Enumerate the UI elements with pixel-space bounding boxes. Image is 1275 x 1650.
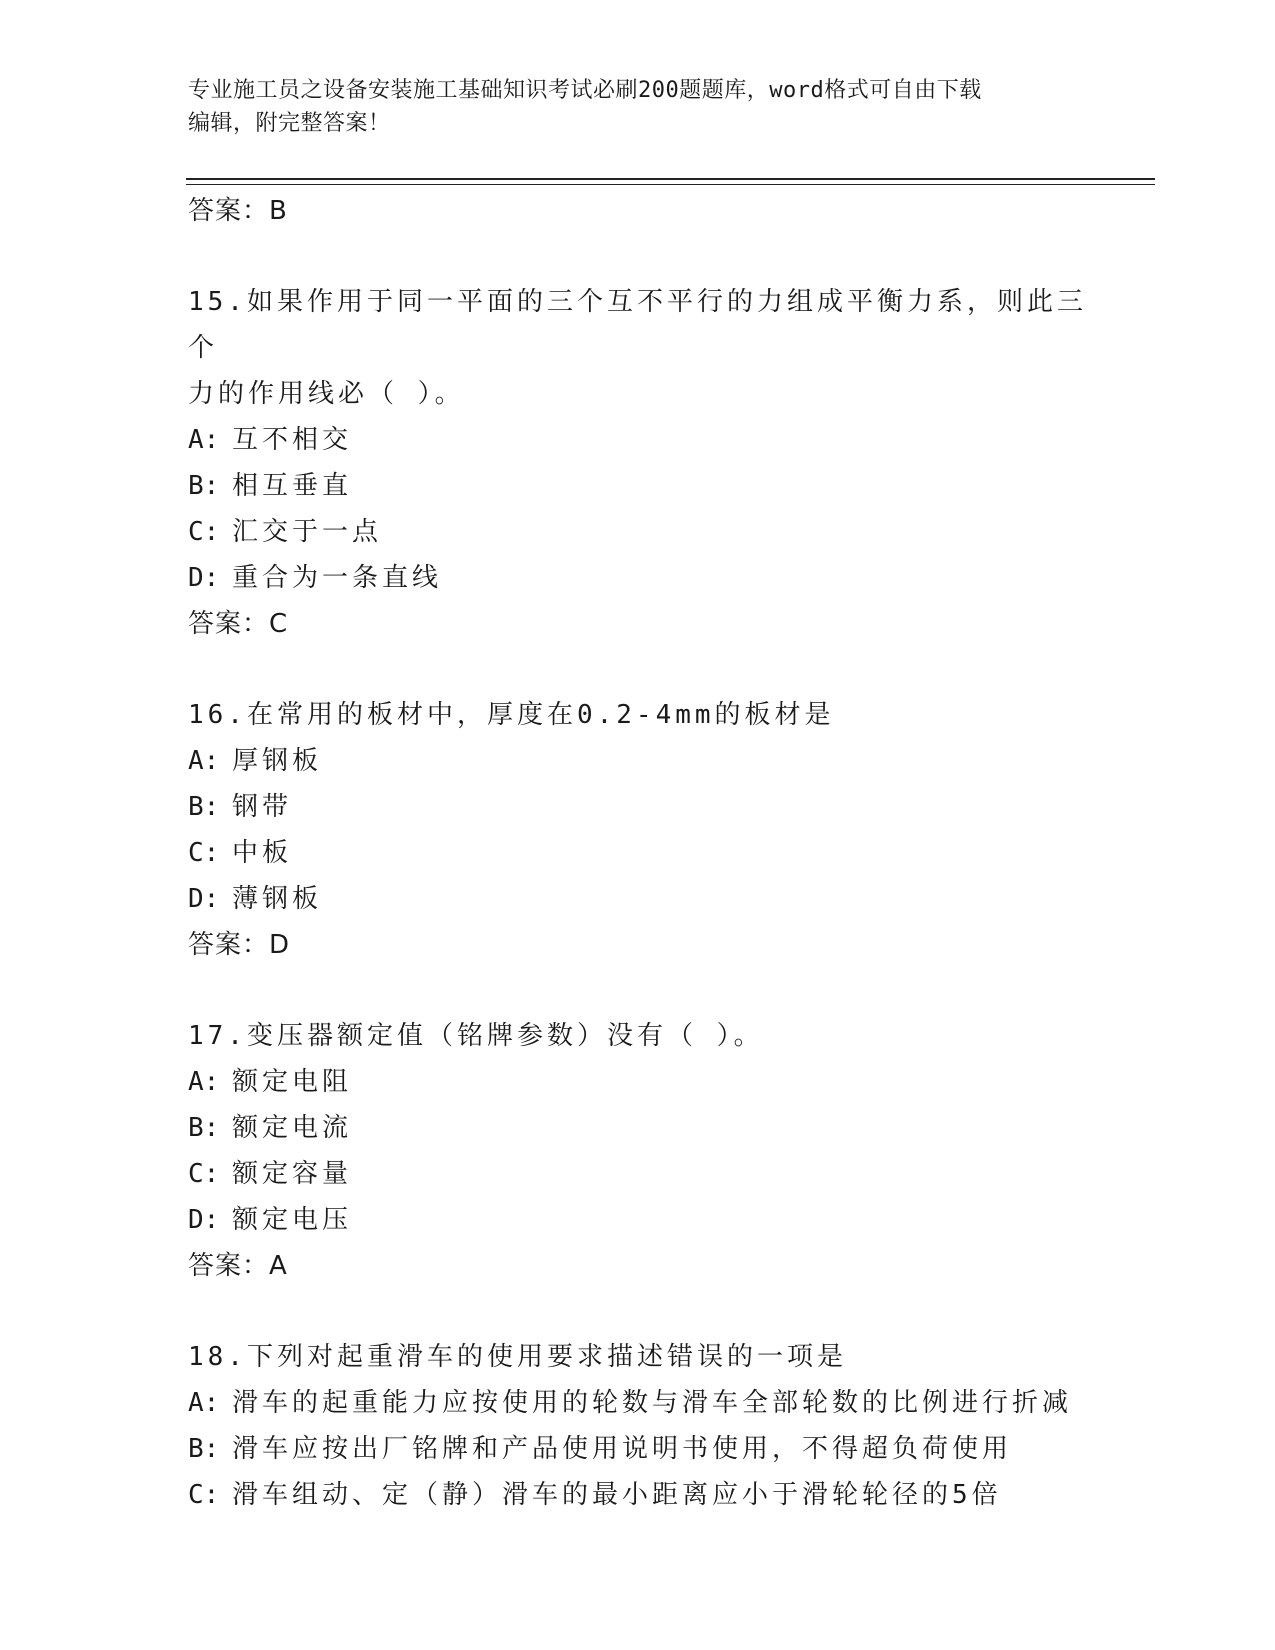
- question-17: [188, 1013, 1088, 1289]
- question-16-option-c: C: 中板: [188, 838, 293, 868]
- header-title-line-1: 专业施工员之设备安装施工基础知识考试必刷200题题库，word格式可自由下载: [188, 78, 982, 103]
- question-15-option-c: C: 汇交于一点: [188, 517, 383, 547]
- question-list: [188, 188, 1088, 1518]
- question-16-option-a: A: 厚钢板: [188, 746, 323, 776]
- question-17-option-a: A: 额定电阻: [188, 1067, 353, 1097]
- header-divider-thin: [186, 184, 1155, 185]
- question-17-option-c: C: 额定容量: [188, 1159, 353, 1189]
- question-17-option-d: D: 额定电压: [188, 1205, 353, 1235]
- question-17-text: 17.变压器额定值（铭牌参数）没有（ ）。: [188, 1021, 764, 1051]
- document-header: [188, 74, 1068, 140]
- question-18-text: 18.下列对起重滑车的使用要求描述错误的一项是: [188, 1342, 847, 1372]
- question-17-answer: 答案：A: [188, 1251, 288, 1281]
- question-15-option-d: D: 重合为一条直线: [188, 563, 443, 593]
- question-18-option-a: A: 滑车的起重能力应按使用的轮数与滑车全部轮数的比例进行折减: [188, 1388, 1073, 1418]
- question-18-option-b: B: 滑车应按出厂铭牌和产品使用说明书使用，不得超负荷使用: [188, 1434, 1013, 1464]
- header-divider-thick: [186, 178, 1155, 180]
- question-16-text: 16.在常用的板材中，厚度在0.2-4mm的板材是: [188, 700, 835, 730]
- previous-answer: 答案：B: [188, 196, 288, 226]
- question-16-option-b: B: 钢带: [188, 792, 293, 822]
- question-16-answer: 答案：D: [188, 930, 291, 960]
- question-16-option-d: D: 薄钢板: [188, 884, 323, 914]
- question-15-option-b: B: 相互垂直: [188, 471, 353, 501]
- question-15-option-a: A: 互不相交: [188, 425, 353, 455]
- question-16: [188, 692, 1088, 968]
- question-18: [188, 1334, 1088, 1518]
- question-15-text-line-2: 力的作用线必（ ）。: [188, 379, 465, 409]
- question-15-answer: 答案：C: [188, 609, 289, 639]
- header-title-line-2: 编辑，附完整答案！: [188, 111, 391, 136]
- question-15: [188, 279, 1088, 647]
- question-18-option-c: C: 滑车组动、定（静）滑车的最小距离应小于滑轮轮径的5倍: [188, 1480, 1002, 1510]
- question-15-text-line-1: 15.如果作用于同一平面的三个互不平行的力组成平衡力系，则此三个: [188, 287, 1087, 363]
- question-17-option-b: B: 额定电流: [188, 1113, 353, 1143]
